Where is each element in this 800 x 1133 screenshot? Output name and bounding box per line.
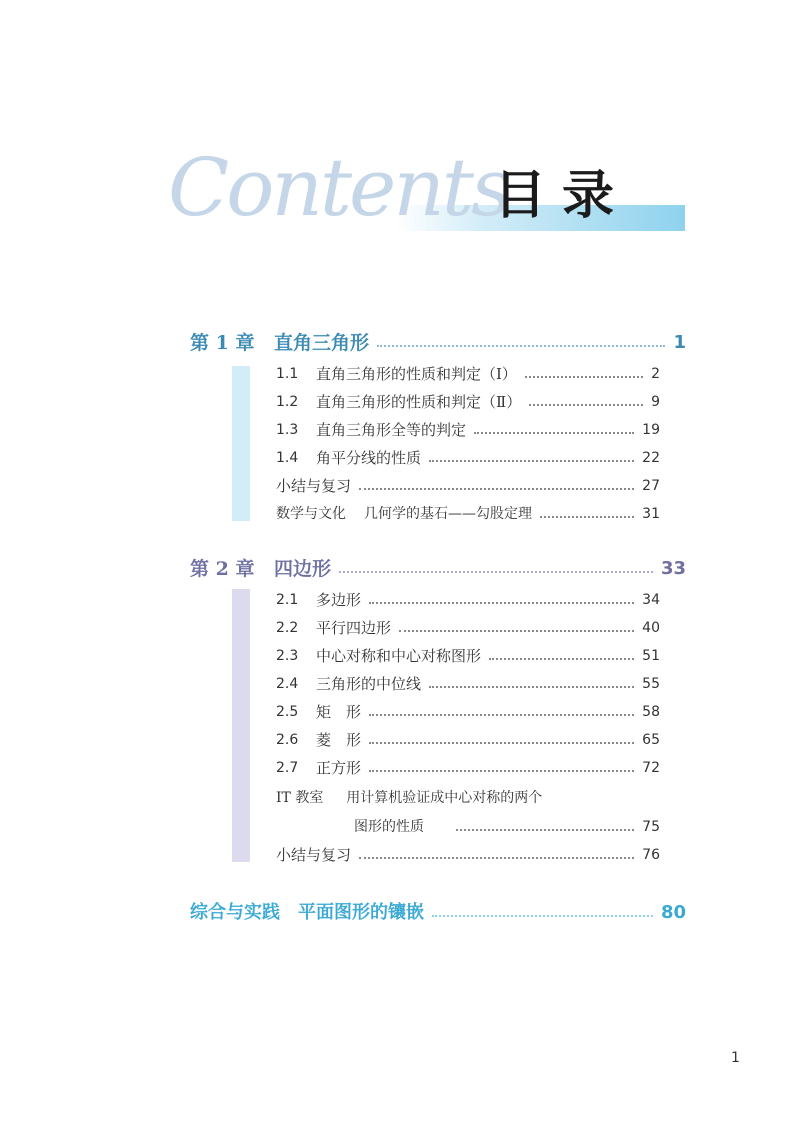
section-title: 平行四边形 bbox=[316, 618, 392, 637]
contents-header bbox=[0, 0, 800, 260]
toc-section-1-1[interactable] bbox=[276, 364, 660, 384]
dot-leader bbox=[429, 686, 634, 688]
chapter2-page: 33 bbox=[660, 558, 686, 579]
toc-section-2-6[interactable] bbox=[276, 730, 660, 750]
dot-leader bbox=[359, 857, 634, 859]
section-number: 2.6 bbox=[276, 732, 299, 748]
section-title: 中心对称和中心对称图形 bbox=[316, 646, 482, 665]
toc-section-2-7[interactable] bbox=[276, 758, 660, 778]
culture-tag: 数学与文化 bbox=[276, 506, 346, 522]
toc-title: 目录 bbox=[494, 166, 631, 226]
toc-chapter2-review[interactable] bbox=[276, 845, 660, 865]
toc-math-culture[interactable] bbox=[276, 504, 660, 524]
section-page: 2 bbox=[651, 366, 660, 382]
section-number: 2.3 bbox=[276, 648, 299, 664]
section-title: 小结与复习 bbox=[276, 476, 352, 495]
section-title: 矩 形 bbox=[316, 702, 362, 721]
chapter2-title: 四边形 bbox=[274, 557, 332, 580]
section-title: 直角三角形的性质和判定（Ⅰ） bbox=[316, 364, 517, 383]
it-room-title-line2: 图形的性质 bbox=[354, 819, 424, 835]
integrated-title: 平面图形的镶嵌 bbox=[298, 902, 424, 923]
toc-section-2-2[interactable] bbox=[276, 618, 660, 638]
dot-leader bbox=[456, 829, 634, 831]
toc-section-1-2[interactable] bbox=[276, 392, 660, 412]
chapter1-side-bar bbox=[232, 366, 250, 521]
dot-leader bbox=[369, 602, 634, 604]
section-number: 1.4 bbox=[276, 450, 299, 466]
dot-leader bbox=[399, 630, 634, 632]
toc-section-2-4[interactable] bbox=[276, 674, 660, 694]
toc-section-2-3[interactable] bbox=[276, 646, 660, 666]
section-page: 9 bbox=[651, 394, 660, 410]
section-number: 2.1 bbox=[276, 592, 299, 608]
section-number: 2.5 bbox=[276, 704, 299, 720]
toc-integrated-practice[interactable] bbox=[190, 901, 686, 925]
section-page: 22 bbox=[642, 450, 660, 466]
section-title: 直角三角形全等的判定 bbox=[316, 420, 467, 439]
dot-leader bbox=[474, 432, 634, 434]
section-page: 40 bbox=[642, 620, 660, 636]
dot-leader bbox=[525, 376, 643, 378]
chapter1-label: 第 1 章 bbox=[190, 331, 255, 354]
section-page: 65 bbox=[642, 732, 660, 748]
section-title: 角平分线的性质 bbox=[316, 448, 422, 467]
section-title: 直角三角形的性质和判定（Ⅱ） bbox=[316, 392, 522, 411]
contents-script-word: Contents bbox=[168, 141, 510, 234]
section-page: 27 bbox=[642, 478, 660, 494]
dot-leader bbox=[339, 571, 653, 573]
toc-it-room-line2[interactable] bbox=[354, 817, 660, 837]
section-page: 55 bbox=[642, 676, 660, 692]
dot-leader bbox=[377, 345, 665, 347]
it-room-title-line1: 用计算机验证成中心对称的两个 bbox=[346, 790, 543, 806]
integrated-label: 综合与实践 bbox=[190, 902, 280, 923]
toc-section-2-1[interactable] bbox=[276, 590, 660, 610]
section-page: 19 bbox=[642, 422, 660, 438]
section-number: 2.4 bbox=[276, 676, 299, 692]
dot-leader bbox=[429, 460, 634, 462]
chapter2-label: 第 2 章 bbox=[190, 557, 255, 580]
dot-leader bbox=[489, 658, 634, 660]
section-number: 1.2 bbox=[276, 394, 299, 410]
dot-leader bbox=[369, 770, 634, 772]
section-page: 76 bbox=[642, 847, 660, 863]
toc-section-1-4[interactable] bbox=[276, 448, 660, 468]
toc-section-1-3[interactable] bbox=[276, 420, 660, 440]
chapter1-page: 1 bbox=[673, 332, 686, 353]
toc-it-room-line1[interactable] bbox=[276, 791, 542, 805]
it-room-tag: IT 教室 bbox=[276, 790, 324, 806]
chapter1-entry[interactable] bbox=[190, 331, 686, 355]
section-title: 小结与复习 bbox=[276, 845, 352, 864]
section-number: 2.2 bbox=[276, 620, 299, 636]
dot-leader bbox=[529, 404, 643, 406]
dot-leader bbox=[540, 516, 634, 518]
section-page: 75 bbox=[642, 819, 660, 835]
section-title: 菱 形 bbox=[316, 730, 362, 749]
chapter2-entry[interactable] bbox=[190, 557, 686, 581]
section-number: 1.1 bbox=[276, 366, 299, 382]
integrated-page: 80 bbox=[660, 902, 686, 923]
section-number: 2.7 bbox=[276, 760, 299, 776]
section-page: 51 bbox=[642, 648, 660, 664]
section-title: 多边形 bbox=[316, 590, 362, 609]
toc-section-2-5[interactable] bbox=[276, 702, 660, 722]
section-page: 58 bbox=[642, 704, 660, 720]
section-page: 72 bbox=[642, 760, 660, 776]
section-number: 1.3 bbox=[276, 422, 299, 438]
dot-leader bbox=[369, 742, 634, 744]
toc-chapter1-review[interactable] bbox=[276, 476, 660, 496]
section-page: 34 bbox=[642, 592, 660, 608]
dot-leader bbox=[432, 915, 653, 917]
dot-leader bbox=[369, 714, 634, 716]
section-title: 三角形的中位线 bbox=[316, 674, 422, 693]
dot-leader bbox=[359, 488, 634, 490]
section-page: 31 bbox=[642, 506, 660, 522]
page-number: 1 bbox=[731, 1050, 740, 1066]
section-title: 正方形 bbox=[316, 758, 362, 777]
chapter1-title: 直角三角形 bbox=[274, 331, 370, 354]
section-title: 几何学的基石——勾股定理 bbox=[364, 506, 532, 522]
chapter2-side-bar bbox=[232, 589, 250, 862]
